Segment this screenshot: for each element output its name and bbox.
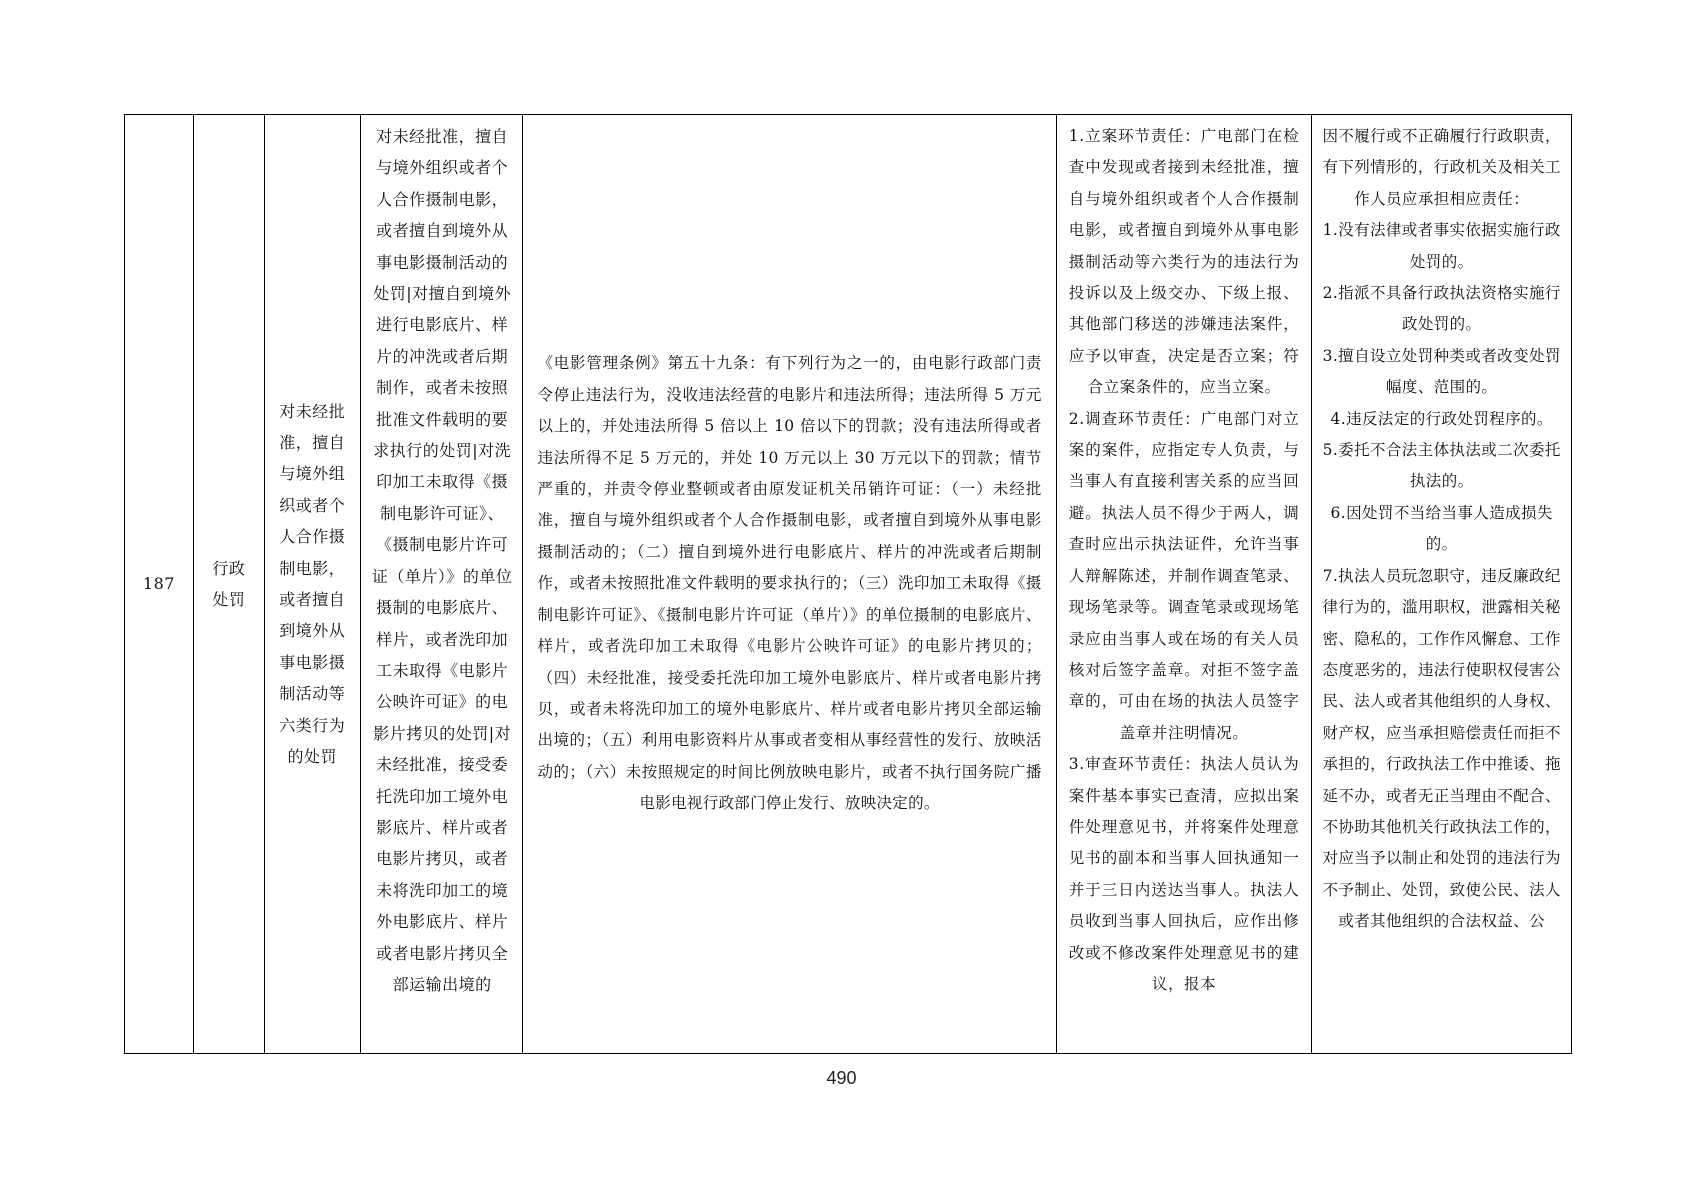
cell-sub-items <box>361 115 524 1053</box>
cell-accountability <box>1312 115 1571 1053</box>
cell-item-name <box>265 115 361 1053</box>
sub-items-text: 对未经批准，擅自与境外组织或者个人合作摄制电影，或者擅自到境外从事电影摄制活动的处罚|对擅自到境外进行电影底片、样片的冲洗或者后期制作，或者未按照批准文件载明的要求执行的处罚|对洗印加工未取得《摄制电影许可证》、《摄制电影片许可证（单片）》的单位摄制的电影底片、样片，或者洗印加工未取得《电影片公映许可证》的电影片拷贝的处罚|对未经批准，接受委托洗印加工境外电影底片、样片或者电影片拷贝，或者未将洗印加工的境外电影底片、样片或者电影片拷贝全部运输出境的 <box>371 127 513 994</box>
item-name-text: 对未经批准，擅自与境外组织或者个人合作摄制电影，或者擅自到境外从事电影摄制活动等六类行为的处罚 <box>279 401 346 767</box>
row-number: 187 <box>142 574 175 594</box>
legal-basis-text: 《电影管理条例》第五十九条：有下列行为之一的，由电影行政部门责令停止违法行为，没收违法经营的电影片和违法所得；违法所得 5 万元以上的，并处违法所得 5 倍以上 10 倍以下的罚款；没有违法所得或者违法所得不足 5 万元的，并处 10 万元以上 30 万元以下的罚款；情节严重的，并责令停业整顿或者由原发证机关吊销许可证：（一）未经批准，擅自与境外组织或者个人合作摄制电影，或者擅自到境外从事电影摄制活动的；（二）擅自到境外进行电影底片、样片的冲洗或者后期制作，或者未按照批准文件载明的要求执行的；（三）洗印加工未取得《摄制电影许可证》、《摄制电影片许可证（单片）》的单位摄制的电影底片、样片，或者洗印加工未取得《电影片公映许可证》的电影片拷贝的；（四）未经批准，接受委托洗印加工境外电影底片、样片或者电影片拷贝，或者未将洗印加工的境外电影底片、样片或者电影片拷贝全部运输出境的；（五）利用电影资料片从事或者变相从事经营性的发行、放映活动的；（六）未按照规定的时间比例放映电影片，或者不执行国务院广播电影电视行政部门停止发行、放映决定的。 <box>537 354 1042 813</box>
responsibilities-text: 1.立案环节责任：广电部门在检查中发现或者接到未经批准，擅自与境外组织或者个人合作摄制电影，或者擅自到境外从事电影摄制活动等六类行为的违法行为投诉以及上级交办、下级上报、其他部门移送的涉嫌违法案件，应予以审查，决定是否立案；符合立案条件的，应当立案。 2.调查环节责任：广电部门对立案的案件，应指定专人负责，与当事人有直接利害关系的应当回避。执法人员不得少于两人，调查时应出示执法证件，允许当事人辩解陈述，并制作调查笔录、现场笔录等。调查笔录或现场笔录应由当事人或在场的有关人员核对后签字盖章。对拒不签字盖章的，可由在场的执法人员签字盖章并注明情况。 3.审查环节责任：执法人员认为案件基本事实已查清，应拟出案件处理意见书，并将案件处理意见书的副本和当事人回执通知一并于三日内送达当事人。执法人员收到当事人回执后，应作出修改或不修改案件处理意见书的建议，报本 <box>1068 127 1300 993</box>
category-text: 行政处罚 <box>212 558 246 609</box>
responsibility-table <box>124 114 1572 1054</box>
page-number: 490 <box>826 1068 857 1088</box>
cell-responsibilities <box>1057 115 1313 1053</box>
cell-number <box>125 115 194 1053</box>
cell-category <box>194 115 265 1053</box>
cell-legal-basis <box>523 115 1056 1053</box>
accountability-text: 因不履行或不正确履行行政职责，有下列情形的，行政机关及相关工作人员应承担相应责任： 1.没有法律或者事实依据实施行政处罚的。 2.指派不具备行政执法资格实施行政处罚的。 3.擅自设立处罚种类或者改变处罚幅度、范围的。 4.违反法定的行政处罚程序的。 5.委托不合法主体执法或二次委托执法的。 6.因处罚不当给当事人造成损失的。 7.执法人员玩忽职守，违反廉政纪律行为的，滥用职权，泄露相关秘密、隐私的，工作作风懈怠、工作态度恶劣的，违法行使职权侵害公民、法人或者其他组织的人身权、财产权，应当承担赔偿责任而拒不承担的，行政执法工作中推诿、拖延不办，或者无正当理由不配合、不协助其他机关行政执法工作的，对应当予以制止和处罚的违法行为不予制止、处罚，致使公民、法人或者其他组织的合法权益、公 <box>1322 127 1561 931</box>
